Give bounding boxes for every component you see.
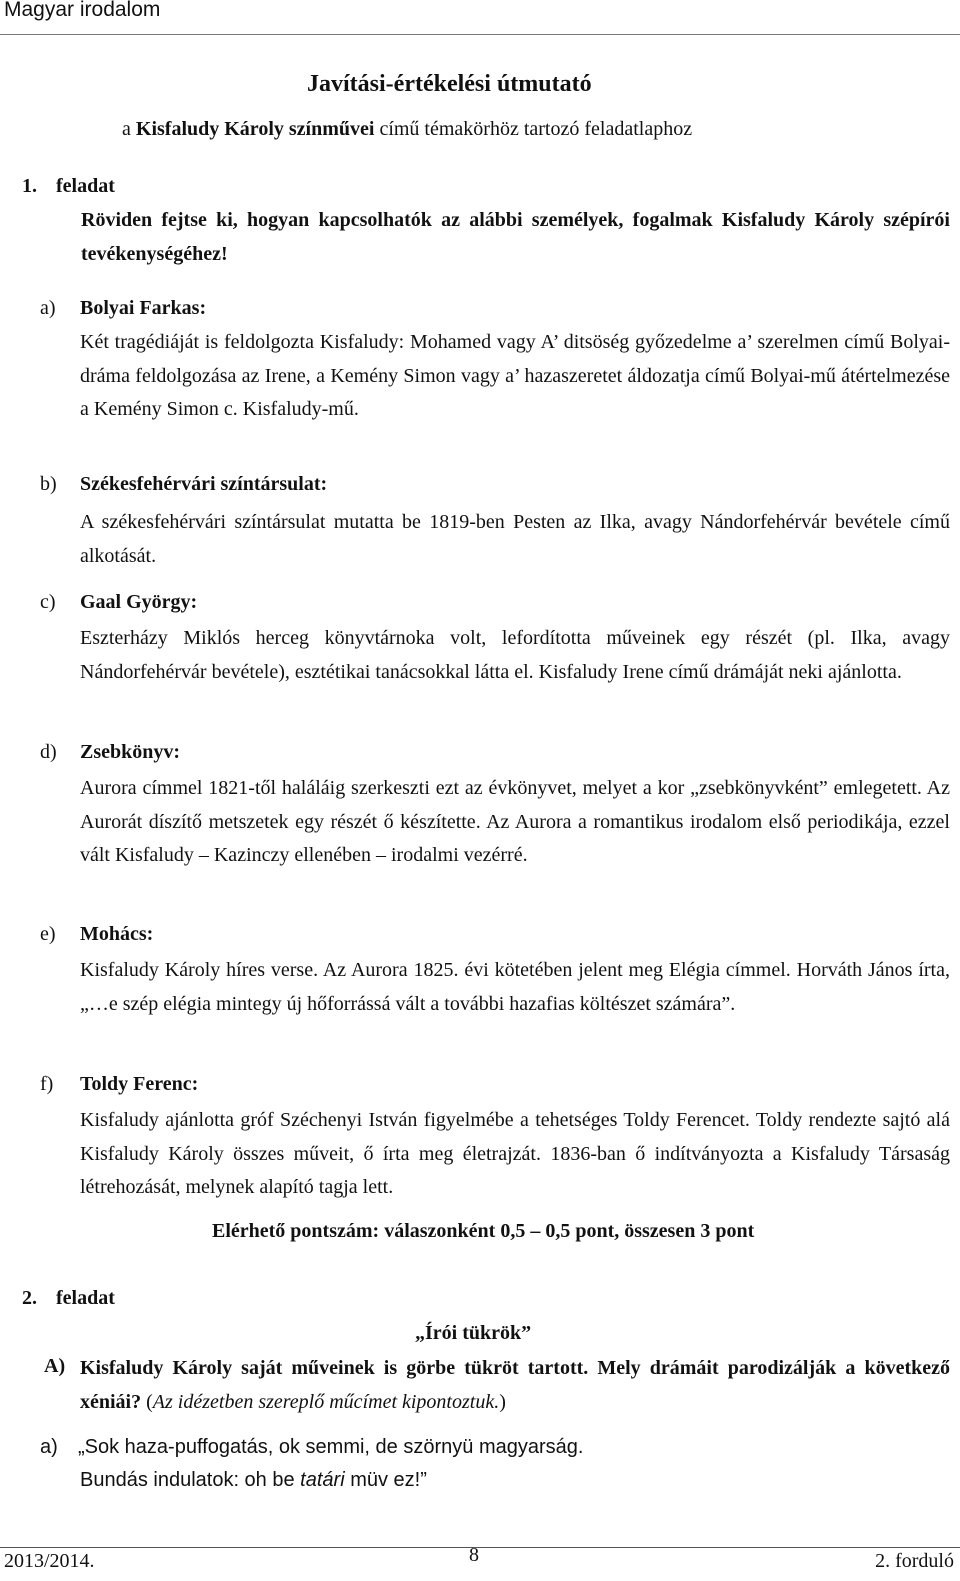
- footer-page-number: 8: [469, 1544, 479, 1566]
- item-a-text: Két tragédiáját is feldolgozta Kisfaludy: Mohamed vagy A’ ditsöség győzedelme a’ szerelmen című Bolyai-dráma feldolgozása az Irene, a Kemény Simon vagy a’ hazaszeretet áldozatja című Bolyai-mű átértelmezése a Kemény Simon c. Kisfaludy-mű.: [80, 331, 950, 420]
- item-c-text: Eszterházy Miklós herceg könyvtárnoka volt, lefordította műveinek egy részét (pl. Ilka, avagy Nándorfehérvár bevétele), esztétikai tanácsokkal látta el. Kisfaludy Irene című drámáját neki ajánlotta.: [80, 627, 950, 683]
- task2-label: feladat: [56, 1287, 115, 1309]
- task2-title: „Írói tükrök”: [415, 1322, 532, 1344]
- item-e-letter: e): [40, 923, 56, 945]
- subject-header: Magyar irodalom: [4, 0, 161, 21]
- item-e-text: Kisfaludy Károly híres verse. Az Aurora 1825. évi kötetében jelent meg Elégia címmel. Horváth János írta, „…e szép elégia mintegy új hőforrássá vált a további hazafias költészet számára”.: [80, 959, 950, 1015]
- item-e-heading: Mohács:: [80, 923, 154, 945]
- page-subtitle: [122, 118, 692, 141]
- subtitle-pre: a: [122, 118, 136, 140]
- quote-line-1: „Sok haza-puffogatás, ok semmi, de szörnyü magyarság.: [78, 1436, 584, 1458]
- item-b-text: A székesfehérvári színtársulat mutatta be 1819-ben Pesten az Ilka, avagy Nándorfehérvár bevétele című alkotását.: [80, 511, 950, 567]
- task2-question-text: Kisfaludy Károly saját műveinek is görbe tükröt tartott. Mely drámáit parodizálják a következő xéniái?: [80, 1357, 950, 1413]
- task1-label: feladat: [56, 175, 115, 197]
- page-title: Javítási-értékelési útmutató: [307, 71, 592, 97]
- quote-line-2-pre: Bundás indulatok: oh be: [80, 1469, 301, 1491]
- item-c-heading: Gaal György:: [80, 591, 198, 613]
- subtitle-post: című témakörhöz tartozó feladatlaphoz: [374, 118, 693, 140]
- note-close: ): [499, 1390, 506, 1413]
- header-divider: [0, 34, 960, 35]
- item-d-heading: Zsebkönyv:: [80, 741, 181, 763]
- footer-round: 2. forduló: [875, 1550, 954, 1572]
- item-a-letter: a): [40, 297, 56, 319]
- item-b-heading: Székesfehérvári színtársulat:: [80, 473, 328, 495]
- quote-line-2: [80, 1469, 427, 1492]
- subtitle-topic: Kisfaludy Károly színművei: [135, 118, 375, 140]
- footer-year: 2013/2014.: [4, 1550, 95, 1572]
- item-d-letter: d): [40, 741, 57, 763]
- item-d-text: Aurora címmel 1821-től haláláig szerkeszti ezt az évkönyvet, melyet a kor „zsebkönyvként” emlegetett. Az Aurorát díszítő metszetek egy részét ő készítette. Az Aurora a romantikus irodalom első periodikája, ezzel vált Kisfaludy – Kazinczy ellenében – irodalmi vezérré.: [80, 777, 950, 866]
- item-a-heading: Bolyai Farkas:: [80, 297, 207, 319]
- quote-line-2-italic: tatári: [300, 1469, 345, 1491]
- task2-question-letter: A): [44, 1355, 66, 1377]
- task2-question: [80, 1352, 950, 1419]
- task1-points: Elérhető pontszám: válaszonként 0,5 – 0,5 pont, összesen 3 pont: [212, 1220, 755, 1242]
- item-b-letter: b): [40, 473, 57, 495]
- item-f-letter: f): [40, 1073, 54, 1095]
- task2-number: 2.: [22, 1287, 37, 1309]
- task1-question: Röviden fejtse ki, hogyan kapcsolhatók az alábbi személyek, fogalmak Kisfaludy Károly szépírói tevékenységéhez!: [81, 209, 950, 265]
- task2-note: Az idézetben szereplő műcímet kipontoztuk.: [152, 1390, 500, 1413]
- footer-divider: [0, 1547, 960, 1548]
- item-f-heading: Toldy Ferenc:: [80, 1073, 199, 1095]
- task1-number: 1.: [22, 175, 37, 197]
- quote-letter: a): [40, 1436, 58, 1458]
- note-open: (: [141, 1390, 153, 1413]
- item-c-letter: c): [40, 591, 56, 613]
- item-f-text: Kisfaludy ajánlotta gróf Széchenyi István figyelmébe a tehetséges Toldy Ferencet. Toldy rendezte sajtó alá Kisfaludy Károly összes műveit, ő írta meg életrajzát. 1836-ban ő indítványozta a Kisfaludy Társaság létrehozását, melynek alapító tagja lett.: [80, 1109, 950, 1198]
- quote-line-2-post: müv ez!”: [344, 1469, 427, 1491]
